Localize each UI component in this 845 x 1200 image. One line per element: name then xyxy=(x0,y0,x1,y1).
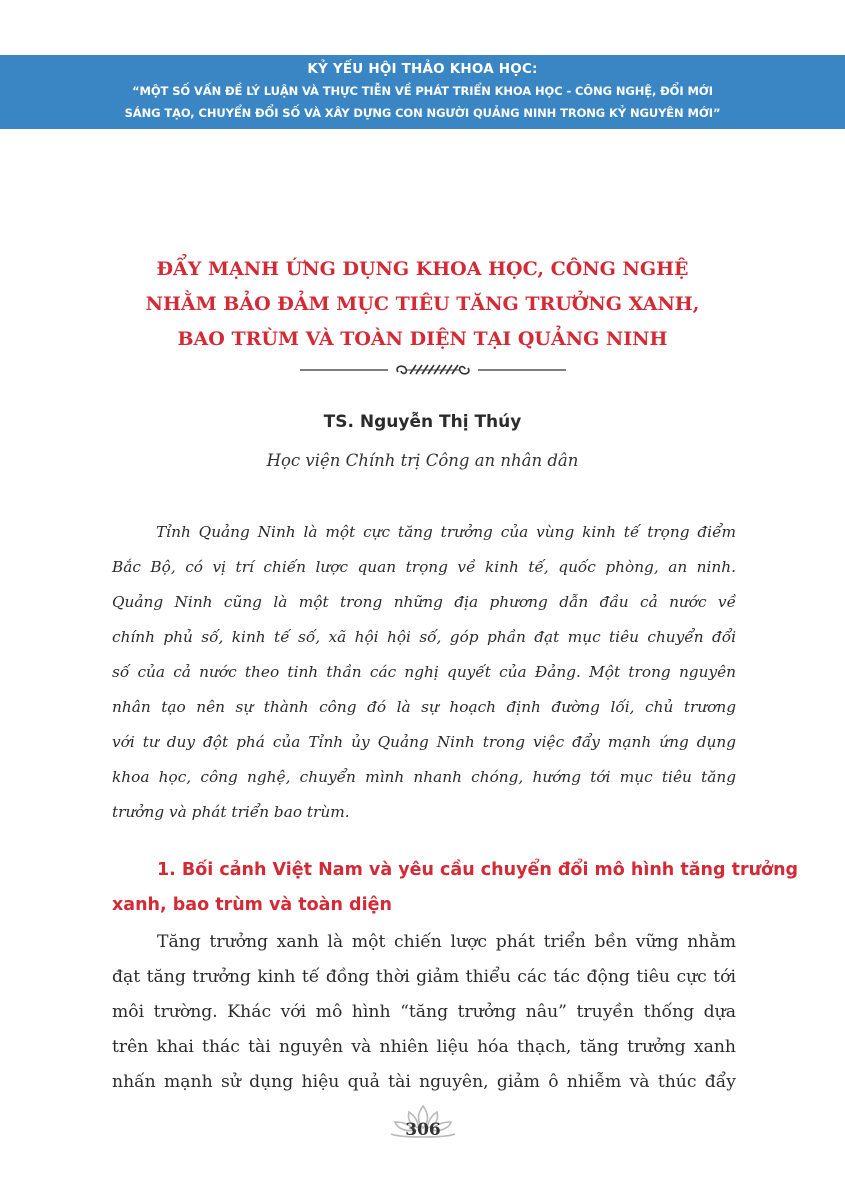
abstract xyxy=(112,515,736,830)
body-line: đạt tăng trưởng kinh tế đồng thời giảm thiểu các tác động tiêu cực tới xyxy=(112,967,736,987)
section-heading-line: 1. Bối cảnh Việt Nam và yêu cầu chuyển đổi mô hình tăng trưởng xyxy=(157,860,799,880)
header-line-2: “MỘT SỐ VẤN ĐỀ LÝ LUẬN VÀ THỰC TIỄN VỀ PHÁT TRIỂN KHOA HỌC - CÔNG NGHỆ, ĐỔI MỚI xyxy=(132,84,713,98)
body-line: môi trường. Khác với mô hình “tăng trưởng nâu” truyền thống dựa xyxy=(112,1002,736,1022)
article-title-line-2: NHẰM BẢO ĐẢM MỤC TIÊU TĂNG TRƯỞNG XANH, xyxy=(145,293,700,315)
header-line-3: SÁNG TẠO, CHUYỂN ĐỔI SỐ VÀ XÂY DỰNG CON NGƯỜI QUẢNG NINH TRONG KỶ NGUYÊN MỚI” xyxy=(124,106,721,120)
body-line: nhấn mạnh sử dụng hiệu quả tài nguyên, giảm ô nhiễm và thúc đẩy xyxy=(112,1072,736,1092)
body-line: Tăng trưởng xanh là một chiến lược phát triển bền vững nhằm xyxy=(157,932,736,952)
page-number: 306 xyxy=(405,1120,441,1140)
article-title-line-1: ĐẨY MẠNH ỨNG DỤNG KHOA HỌC, CÔNG NGHỆ xyxy=(156,258,689,280)
proceedings-header-band xyxy=(0,55,845,129)
abstract-line: nhân tạo nên sự thành công đó là sự hoạch định đường lối, chủ trương xyxy=(112,698,736,716)
abstract-line: với tư duy đột phá của Tỉnh ủy Quảng Ninh trong việc đẩy mạnh ứng dụng xyxy=(112,733,736,751)
title-divider-ornament xyxy=(298,362,568,378)
author-affiliation: Học viện Chính trị Công an nhân dân xyxy=(266,451,579,470)
article-title xyxy=(0,252,845,357)
section-1-body xyxy=(112,925,736,1100)
abstract-line: chính phủ số, kinh tế số, xã hội hội số, góp phần đạt mục tiêu chuyển đổi xyxy=(112,628,736,646)
author-name: TS. Nguyễn Thị Thúy xyxy=(323,412,522,432)
abstract-line: Tỉnh Quảng Ninh là một cực tăng trưởng của vùng kinh tế trọng điểm xyxy=(156,523,736,541)
header-line-1: KỶ YẾU HỘI THẢO KHOA HỌC: xyxy=(307,61,538,77)
abstract-line: Quảng Ninh cũng là một trong những địa phương dẫn đầu cả nước về xyxy=(112,593,736,611)
abstract-line: Bắc Bộ, có vị trí chiến lược quan trọng về kinh tế, quốc phòng, an ninh. xyxy=(112,558,736,576)
section-1-heading xyxy=(112,853,799,923)
body-line: trên khai thác tài nguyên và nhiên liệu hóa thạch, tăng trưởng xanh xyxy=(112,1037,736,1057)
section-heading-line: xanh, bao trùm và toàn diện xyxy=(112,895,392,915)
article-title-line-3: BAO TRÙM VÀ TOÀN DIỆN TẠI QUẢNG NINH xyxy=(177,328,668,350)
abstract-line: khoa học, công nghệ, chuyển mình nhanh chóng, hướng tới mục tiêu tăng xyxy=(112,768,736,786)
page-number-badge xyxy=(387,1102,459,1154)
abstract-line: trưởng và phát triển bao trùm. xyxy=(112,803,350,821)
abstract-line: số của cả nước theo tinh thần các nghị quyết của Đảng. Một trong nguyên xyxy=(112,663,736,681)
